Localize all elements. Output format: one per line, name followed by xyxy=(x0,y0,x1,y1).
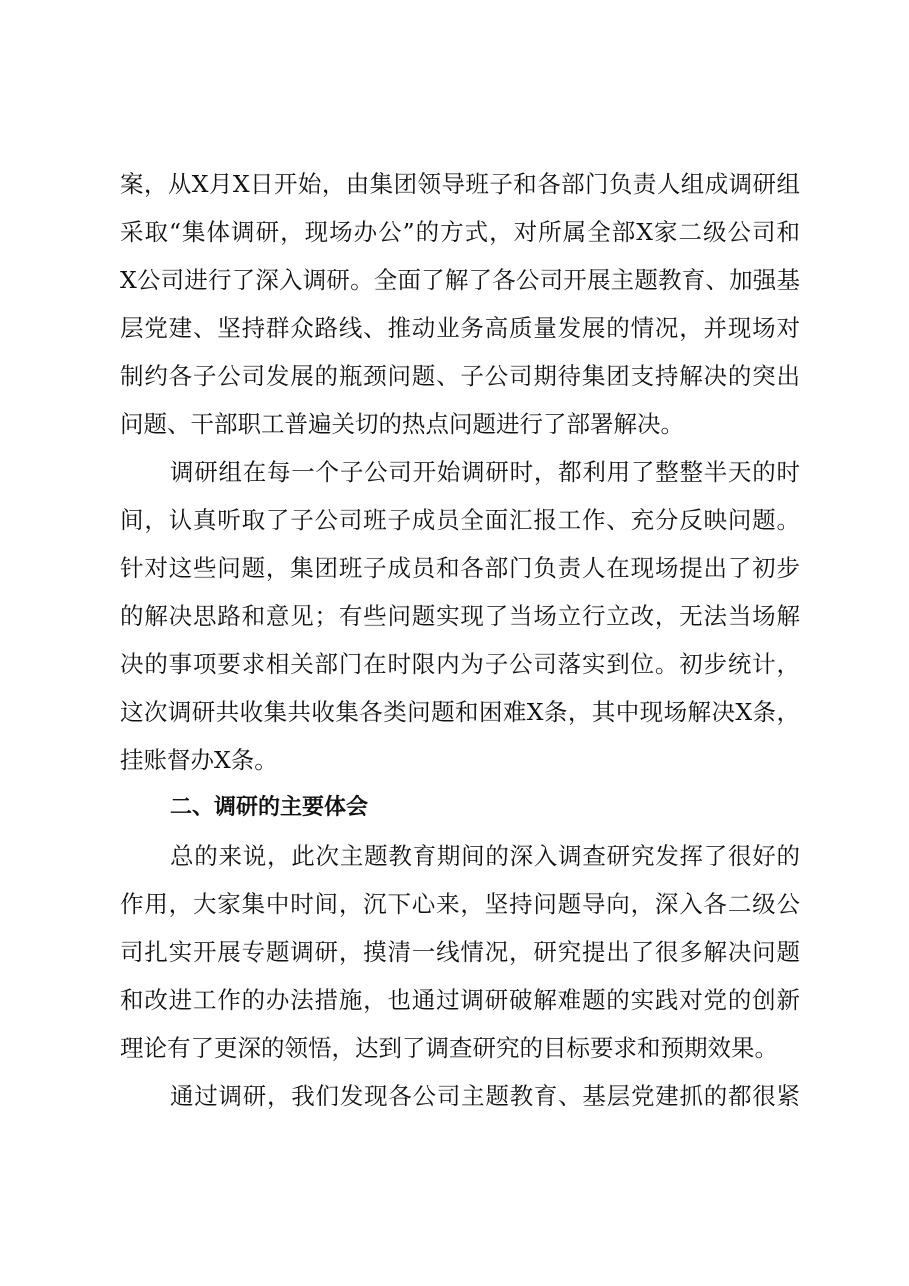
paragraph-1-line-5: 制约各子公司发展的瓶颈问题、子公司期待集团支持解决的突出 xyxy=(120,362,800,390)
section-heading: 二、调研的主要体会 xyxy=(170,795,369,820)
paragraph-1-line-3: X公司进行了深入调研。全面了解了各公司开展主题教育、加强基 xyxy=(120,266,800,294)
paragraph-3-line-2: 作用，大家集中时间，沉下心来，坚持问题导向，深入各二级公 xyxy=(120,890,800,918)
paragraph-2-line-2: 间，认真听取了子公司班子成员全面汇报工作、充分反映问题。 xyxy=(120,506,800,534)
paragraph-1-line-1: 案，从X月X日开始，由集团领导班子和各部门负责人组成调研组 xyxy=(120,170,800,198)
paragraph-3-line-3: 司扎实开展专题调研，摸清一线情况，研究提出了很多解决问题 xyxy=(120,938,800,966)
paragraph-2-line-5: 决的事项要求相关部门在时限内为子公司落实到位。初步统计， xyxy=(120,650,800,678)
paragraph-2-line-4: 的解决思路和意见；有些问题实现了当场立行立改，无法当场解 xyxy=(120,602,800,630)
paragraph-2-line-3: 针对这些问题，集团班子成员和各部门负责人在现场提出了初步 xyxy=(120,554,800,582)
paragraph-3-line-5: 理论有了更深的领悟，达到了调查研究的目标要求和预期效果。 xyxy=(120,1034,778,1062)
paragraph-2-line-7: 挂账督办X条。 xyxy=(120,746,278,774)
paragraph-2-line-6: 这次调研共收集共收集各类问题和困难X条，其中现场解决X条， xyxy=(120,698,800,726)
paragraph-4-line-1: 通过调研，我们发现各公司主题教育、基层党建抓的都很紧 xyxy=(170,1082,800,1110)
paragraph-1-line-2: 采取“集体调研，现场办公”的方式，对所属全部X家二级公司和 xyxy=(120,218,800,246)
paragraph-1-line-6: 问题、干部职工普遍关切的热点问题进行了部署解决。 xyxy=(120,410,684,438)
paragraph-2-line-1: 调研组在每一个子公司开始调研时，都利用了整整半天的时 xyxy=(170,458,800,486)
paragraph-3-line-4: 和改进工作的办法措施，也通过调研破解难题的实践对党的创新 xyxy=(120,986,800,1014)
paragraph-3-line-1: 总的来说，此次主题教育期间的深入调查研究发挥了很好的 xyxy=(170,842,800,870)
paragraph-1-line-4: 层党建、坚持群众路线、推动业务高质量发展的情况，并现场对 xyxy=(120,314,800,342)
